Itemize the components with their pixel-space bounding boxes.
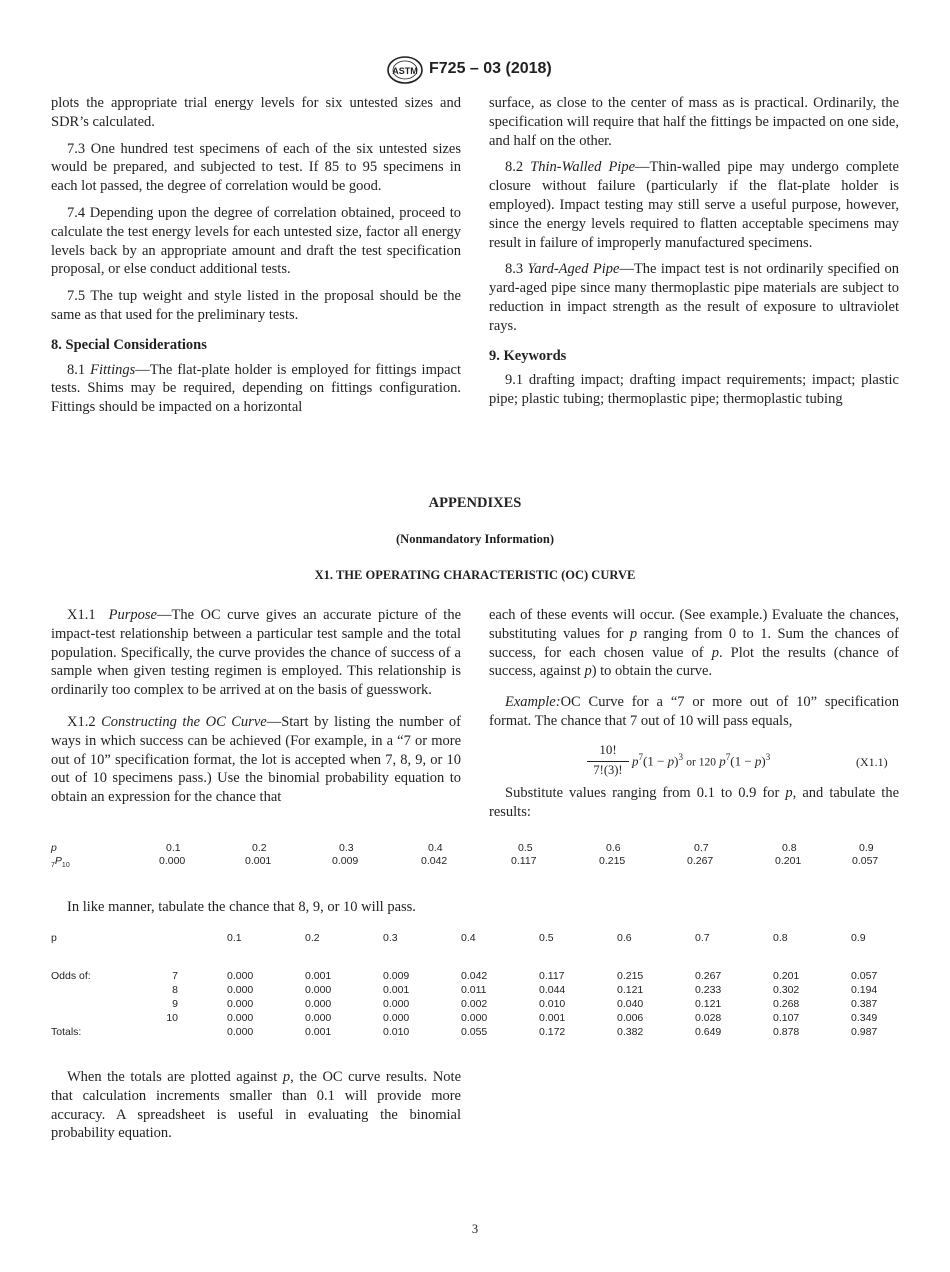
table2-cell: 0.009 bbox=[383, 970, 410, 982]
table2-cell: 0.201 bbox=[773, 970, 800, 982]
table2-cell: 0.000 bbox=[383, 998, 410, 1010]
table2-total: 0.055 bbox=[461, 1026, 488, 1038]
paragraph-x1-2: X1.2 Constructing the OC Curve—Start by listing the number of ways in which success can be achieved (For example, in a “7 or more out of 10” specification format, the lot is accepted when 7, 8, 9, or 10 out of 10 specimens pass.) Use the binomial probability equation to obtain an expression for the chance that bbox=[51, 713, 462, 806]
table2-cell: 0.011 bbox=[461, 984, 487, 996]
paragraph-8-1-continued: surface, as close to the center of mass as is practical. Ordinarily, the specification will require that half the fittings be impacted on one side, and half on the other. bbox=[489, 95, 899, 149]
paragraph-8-2: 8.2 Thin-Walled Pipe—Thin-walled pipe may undergo complete closure without failure (particularly if the flat-plate holder is employed). Impact testing may still serve a useful purpose, however, since the energy levels required to flatten acceptable specimens may result in failure of improperly manufactured specimens. bbox=[489, 159, 899, 251]
table1-p-value: 0.4 bbox=[428, 842, 443, 854]
table2-cell: 0.028 bbox=[695, 1012, 722, 1024]
table1-P-value: 0.117 bbox=[511, 855, 537, 867]
table1-p-value: 0.6 bbox=[606, 842, 621, 854]
table2-cell: 0.000 bbox=[227, 984, 254, 996]
table2-cell: 0.001 bbox=[305, 970, 332, 982]
substitute-paragraph: Substitute values ranging from 0.1 to 0.9 for p, and tabulate the results: bbox=[489, 785, 900, 820]
table2-p-value: 0.7 bbox=[695, 932, 710, 944]
paragraph-8-1: 8.1 Fittings—The flat-plate holder is employed for fittings impact tests. Shims may be required, depending on fittings configuration. Fittings should be impacted on a horizontal bbox=[51, 361, 462, 416]
table2-p-value: 0.6 bbox=[617, 932, 632, 944]
table1-P-value: 0.042 bbox=[421, 855, 448, 867]
section-9-heading: 9. Keywords bbox=[489, 347, 567, 364]
table2-total: 0.000 bbox=[227, 1026, 254, 1038]
table1-p-value: 0.1 bbox=[166, 842, 181, 854]
example-paragraph: Example:OC Curve for a “7 or more out of 10” specification format. The chance that 7 out of 10 will pass equals, bbox=[489, 694, 899, 729]
table2-p-value: 0.1 bbox=[227, 932, 242, 944]
paragraph-8-3: 8.3 Yard-Aged Pipe—The impact test is not ordinarily specified on yard-aged pipe since many thermoplastic pipe materials are subject to reduction in impact strength as the result of exposure to ultraviolet rays. bbox=[489, 261, 899, 334]
page-header bbox=[0, 56, 950, 84]
table1-P-value: 0.057 bbox=[852, 855, 879, 867]
table-7-of-10 bbox=[0, 842, 950, 872]
page-number: 3 bbox=[471, 1222, 479, 1236]
paragraph-9-1: 9.1 drafting impact; drafting impact requirements; impact; plastic pipe; plastic tubing; thermoplastic pipe; thermoplastic tubing bbox=[489, 372, 899, 408]
table2-cell: 0.117 bbox=[539, 970, 565, 982]
table2-p-value: 0.4 bbox=[461, 932, 476, 944]
equation-body: $p^7(1 - p)^3$ or 120 $p^7(1 - p)^3$ bbox=[632, 752, 771, 769]
table1-P-value: 0.000 bbox=[159, 855, 186, 867]
left-column-appendix bbox=[51, 606, 461, 807]
paragraph-x1-1: X1.1 Purpose—The OC curve gives an accurate picture of the impact-test relationship between a particular test sample and the total population. Specifically, the curve provides the chance of success of a sample when given testing regimen is employed. This relationship is ordinarily too complex to be arrived at on the basis of guesswork. bbox=[51, 607, 462, 699]
appendix-section-heading: X1. THE OPERATING CHARACTERISTIC (OC) CURVE bbox=[314, 568, 636, 582]
table2-total: 0.649 bbox=[695, 1026, 722, 1038]
table2-cell: 0.107 bbox=[773, 1012, 800, 1024]
closing-paragraph: When the totals are plotted against p, the OC curve results. Note that calculation increments smaller than 0.1 will provide more accuracy. A spreadsheet is useful in evaluating the binomial probability equation. bbox=[51, 1069, 462, 1142]
table2-row-key: 10 bbox=[166, 1012, 178, 1024]
paragraph-7-3: 7.3 One hundred test specimens of each of the six untested sizes would be prepared, and subjected to test. If 85 to 95 specimens in each lot passed, the degree of correlation would be good. bbox=[51, 140, 461, 195]
table2-cell: 0.000 bbox=[227, 970, 254, 982]
table2-cell: 0.302 bbox=[773, 984, 800, 996]
fraction-bar bbox=[587, 761, 629, 762]
table2-cell: 0.006 bbox=[617, 1012, 644, 1024]
table2-total: 0.001 bbox=[305, 1026, 332, 1038]
svg-text:ASTM: ASTM bbox=[392, 66, 418, 76]
table2-p-value: 0.9 bbox=[851, 932, 866, 944]
table2-cell: 0.000 bbox=[305, 1012, 332, 1024]
table2-total: 0.878 bbox=[773, 1026, 800, 1038]
table2-cell: 0.001 bbox=[383, 984, 410, 996]
equation-denominator: 7!(3)! bbox=[593, 763, 623, 777]
table2-row-key: 8 bbox=[172, 984, 178, 996]
table2-p-value: 0.5 bbox=[539, 932, 554, 944]
table2-row-key: 9 bbox=[172, 998, 178, 1010]
table2-cell: 0.000 bbox=[383, 1012, 410, 1024]
table2-cell: 0.000 bbox=[305, 984, 332, 996]
table2-cell: 0.044 bbox=[539, 984, 566, 996]
table2-cell: 0.121 bbox=[695, 998, 722, 1010]
table1-P-value: 0.267 bbox=[687, 855, 714, 867]
appendix-subtitle: (Nonmandatory Information) bbox=[396, 532, 554, 546]
table2-cell: 0.000 bbox=[305, 998, 332, 1010]
table1-p-value: 0.9 bbox=[859, 842, 874, 854]
table2-cell: 0.233 bbox=[695, 984, 722, 996]
table1-P-value: 0.201 bbox=[775, 855, 802, 867]
table2-p-value: 0.3 bbox=[383, 932, 398, 944]
table2-cell: 0.000 bbox=[461, 1012, 488, 1024]
table2-totals-label: Totals: bbox=[51, 1026, 82, 1038]
like-manner-paragraph: In like manner, tabulate the chance that 8, 9, or 10 will pass. bbox=[67, 899, 416, 915]
table1-p-value: 0.5 bbox=[518, 842, 533, 854]
table2-p-label: p bbox=[51, 932, 57, 944]
table2-p-value: 0.2 bbox=[305, 932, 320, 944]
appendix-title: APPENDIXES bbox=[428, 495, 522, 511]
equation-label: (X1.1) bbox=[856, 755, 888, 769]
table2-cell: 0.000 bbox=[227, 1012, 254, 1024]
table-cumulative-odds bbox=[0, 932, 950, 1042]
astm-logo-icon bbox=[386, 56, 424, 84]
table2-cell: 0.387 bbox=[851, 998, 878, 1010]
section-8-heading: 8. Special Considerations bbox=[51, 336, 207, 353]
table2-cell: 0.042 bbox=[461, 970, 488, 982]
table2-row-key: 7 bbox=[172, 970, 178, 982]
table2-cell: 0.000 bbox=[227, 998, 254, 1010]
table1-p-value: 0.8 bbox=[782, 842, 797, 854]
right-column-appendix bbox=[489, 606, 899, 731]
table2-cell: 0.010 bbox=[539, 998, 566, 1010]
table2-cell: 0.002 bbox=[461, 998, 488, 1010]
paragraph-7-2-continued: plots the appropriate trial energy levels for six untested sizes and SDR’s calculated. bbox=[51, 95, 461, 130]
paragraph-7-4: 7.4 Depending upon the degree of correlation obtained, proceed to calculate the test energy levels for each untested size, factor all energy levels back by an appropriate amount and draft the test specification proposal, or else conduct additional tests. bbox=[51, 204, 461, 278]
table1-p-label: p bbox=[51, 842, 57, 854]
table2-total: 0.382 bbox=[617, 1026, 644, 1038]
table1-P-value: 0.009 bbox=[332, 855, 359, 867]
table2-cell: 0.001 bbox=[539, 1012, 566, 1024]
equation-numerator: 10! bbox=[599, 742, 617, 757]
table2-total: 0.987 bbox=[851, 1026, 878, 1038]
table2-cell: 0.194 bbox=[851, 984, 878, 996]
table2-cell: 0.057 bbox=[851, 970, 878, 982]
table2-cell: 0.267 bbox=[695, 970, 722, 982]
equation-x1-1 bbox=[489, 742, 899, 782]
table2-cell: 0.215 bbox=[617, 970, 644, 982]
table2-cell: 0.121 bbox=[617, 984, 644, 996]
paragraph-x1-2-continued: each of these events will occur. (See example.) Evaluate the chances, substituting values for p ranging from 0 to 1. Sum the chances of success, for each chosen value of p. Plot the results (chance of success, against p) to obtain the curve. bbox=[489, 607, 899, 680]
right-column-top bbox=[489, 94, 899, 409]
table1-p-value: 0.2 bbox=[252, 842, 267, 854]
document-designation: F725 – 03 (2018) bbox=[429, 60, 552, 77]
table2-p-value: 0.8 bbox=[773, 932, 788, 944]
table1-P-value: 0.215 bbox=[599, 855, 626, 867]
table2-cell: 0.268 bbox=[773, 998, 800, 1010]
left-column-top bbox=[51, 94, 461, 417]
table1-P-value: 0.001 bbox=[245, 855, 272, 867]
table2-cell: 0.349 bbox=[851, 1012, 878, 1024]
paragraph-7-5: 7.5 The tup weight and style listed in the proposal should be the same as that used for the preliminary tests. bbox=[51, 288, 461, 323]
table2-total: 0.010 bbox=[383, 1026, 410, 1038]
table1-P-label: $_7P_{10}$ bbox=[51, 855, 70, 870]
table1-p-value: 0.3 bbox=[339, 842, 354, 854]
table2-total: 0.172 bbox=[539, 1026, 566, 1038]
table2-odds-label: Odds of: bbox=[51, 970, 91, 982]
table2-cell: 0.040 bbox=[617, 998, 644, 1010]
table1-p-value: 0.7 bbox=[694, 842, 709, 854]
